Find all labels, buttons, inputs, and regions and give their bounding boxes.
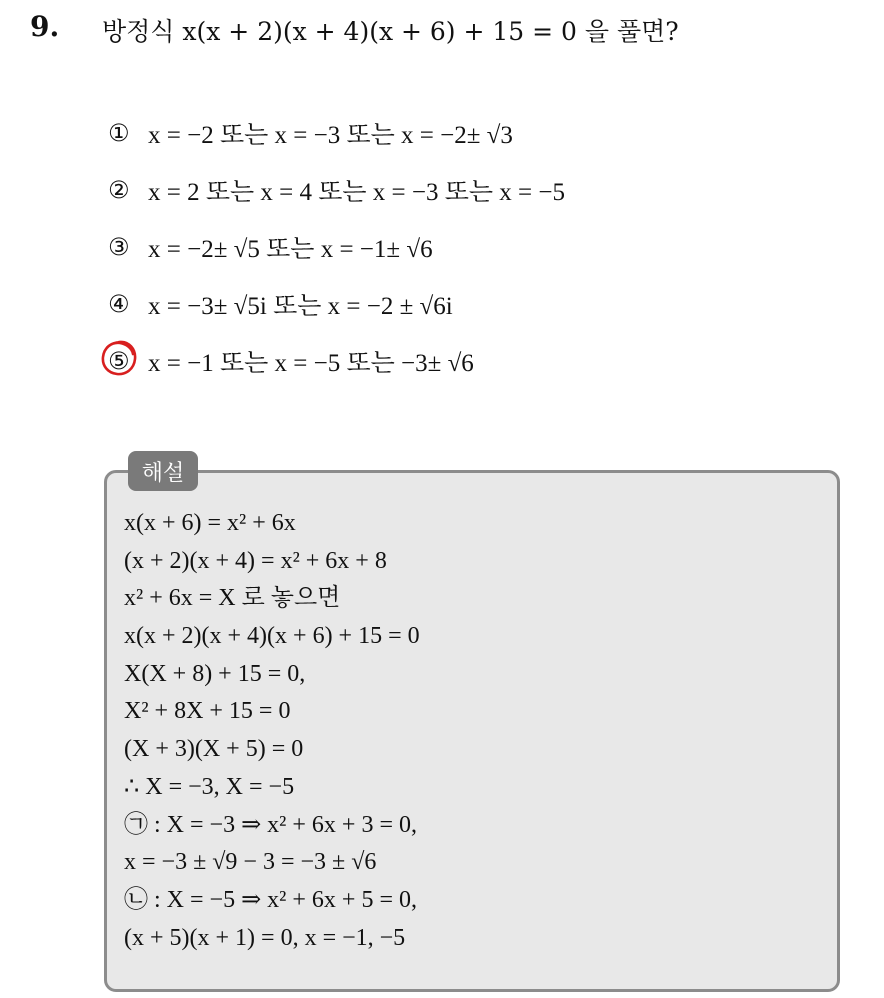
solution-line-9: ㉠ : X = −3 ⇒ x² + 6x + 3 = 0, [124,811,417,838]
solution-line-6: X² + 8X + 15 = 0 [124,698,291,725]
choice-4[interactable] [108,275,565,332]
solution-line-8: ∴ X = −3, X = −5 [124,773,295,800]
question-number: 9. [30,10,60,43]
choice-4-text: x = −3± √5i 또는 x = −2 ± √6i [148,292,453,320]
choice-1-text: x = −2 또는 x = −3 또는 x = −2± √3 [148,121,513,149]
question-text: 방정식 x(x + 2)(x + 4)(x + 6) + 15 = 0 을 풀면? [102,17,679,46]
choice-3[interactable] [108,218,565,275]
solution-line-1: x(x + 6) = x² + 6x [124,510,296,536]
solution-line-7: (X + 3)(X + 5) = 0 [124,736,304,763]
choice-2[interactable] [108,161,565,218]
choice-4-number: ④ [108,289,130,318]
choice-3-text: x = −2± √5 또는 x = −1± √6 [148,235,433,263]
choice-list [108,104,565,389]
solution-line-11: ㉡ : X = −5 ⇒ x² + 6x + 5 = 0, [124,886,417,913]
choice-5-number-glyph: ⑤ [108,346,130,375]
answer-circle-mark-icon [99,338,139,378]
choice-1-number: ① [108,118,130,147]
choice-1[interactable] [108,104,565,161]
solution-line-4: x(x + 2)(x + 4)(x + 6) + 15 = 0 [124,623,420,650]
solution-tag: 해설 [128,451,198,491]
choice-3-number: ③ [108,232,130,261]
solution-line-3: x² + 6x = X 로 놓으면 [124,585,341,612]
solution-line-5: X(X + 8) + 15 = 0, [124,660,306,687]
solution-line-10: x = −3 ± √9 − 3 = −3 ± √6 [124,849,377,876]
solution-line-2: (x + 2)(x + 4) = x² + 6x + 8 [124,547,387,574]
solution-lines [124,505,420,957]
choice-2-text: x = 2 또는 x = 4 또는 x = −3 또는 x = −5 [148,178,565,206]
solution-line-12: (x + 5)(x + 1) = 0, x = −1, −5 [124,924,406,951]
choice-2-number: ② [108,175,130,204]
choice-5-text: x = −1 또는 x = −5 또는 −3± √6 [148,349,474,377]
choice-5-number [108,347,148,375]
choice-5[interactable] [108,332,565,389]
